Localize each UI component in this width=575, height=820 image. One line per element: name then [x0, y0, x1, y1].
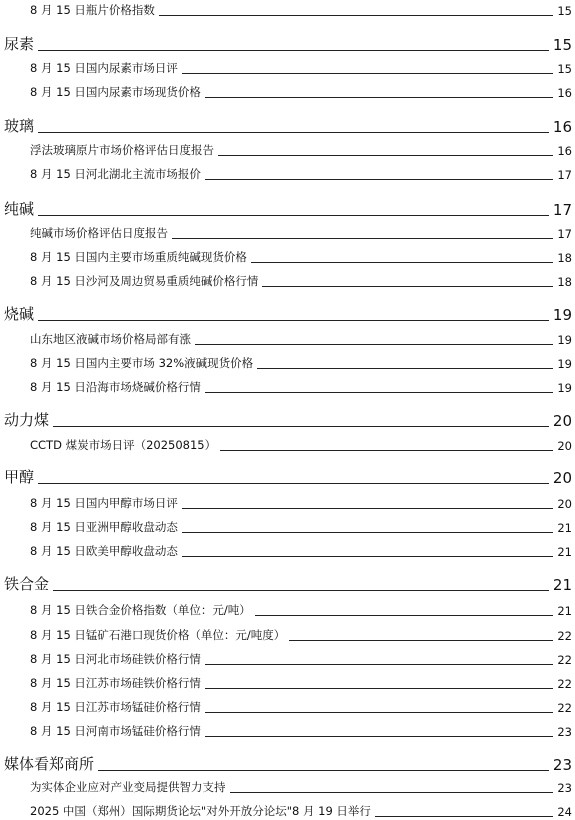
toc-section-heading[interactable]: [4, 199, 572, 219]
toc-page-number: 19: [557, 333, 572, 347]
toc-page-number: 16: [557, 144, 572, 158]
toc-leader-line: [172, 238, 553, 239]
toc-entry[interactable]: [30, 331, 572, 347]
toc-section-heading[interactable]: [4, 34, 572, 54]
toc-page-number: 19: [557, 381, 572, 395]
toc-leader-line: [262, 286, 553, 287]
toc-leader-line: [53, 590, 549, 591]
toc-page-number: 24: [557, 805, 572, 819]
toc-entry[interactable]: [30, 355, 572, 371]
toc-entry[interactable]: [30, 602, 572, 618]
toc-entry[interactable]: [30, 225, 572, 241]
toc-leader-line: [182, 556, 553, 557]
toc-leader-line: [251, 262, 553, 263]
toc-page-number: 22: [557, 653, 572, 667]
toc-entry[interactable]: [30, 495, 572, 511]
toc-leader-line: [218, 155, 553, 156]
toc-leader-line: [182, 73, 553, 74]
toc-entry-title: 8 月 15 日江苏市场锰硅价格行情: [30, 700, 201, 714]
toc-leader-line: [38, 320, 549, 321]
toc-entry-title: 8 月 15 日国内尿素市场现货价格: [30, 85, 201, 99]
toc-leader-line: [255, 615, 554, 616]
toc-entry-title: 8 月 15 日河北市场硅铁价格行情: [30, 652, 201, 666]
toc-entry-title: 8 月 15 日亚洲甲醇收盘动态: [30, 520, 178, 534]
toc-leader-line: [98, 770, 549, 771]
toc-leader-line: [257, 368, 553, 369]
toc-section-heading[interactable]: [4, 116, 572, 136]
toc-leader-line: [182, 532, 553, 533]
toc-entry-title: 8 月 15 日国内主要市场 32%液碱现货价格: [30, 356, 254, 370]
toc-entry[interactable]: [30, 2, 572, 18]
toc-page-number: 19: [552, 306, 572, 324]
toc-entry-title: 8 月 15 日国内甲醇市场日评: [30, 496, 178, 510]
toc-leader-line: [38, 215, 549, 216]
toc-section-heading[interactable]: [4, 754, 572, 774]
toc-entry-title: 浮法玻璃原片市场价格评估日度报告: [30, 143, 214, 157]
toc-entry[interactable]: [30, 675, 572, 691]
toc-page-number: 18: [557, 251, 572, 265]
toc-entry[interactable]: [30, 60, 572, 76]
toc-entry[interactable]: [30, 651, 572, 667]
toc-entry[interactable]: [30, 543, 572, 559]
toc-section-title: 铁合金: [4, 575, 50, 593]
toc-entry[interactable]: [30, 519, 572, 535]
toc-page-number: 21: [557, 604, 572, 618]
toc-leader-line: [38, 132, 549, 133]
toc-entry-title: 8 月 15 日瓶片价格指数: [30, 3, 155, 17]
toc-section-title: 纯碱: [4, 200, 35, 218]
toc-leader-line: [159, 15, 553, 16]
toc-entry[interactable]: [30, 803, 572, 819]
toc-page-number: 19: [557, 357, 572, 371]
toc-section-title: 尿素: [4, 35, 35, 53]
toc-page-number: 22: [557, 629, 572, 643]
toc-entry[interactable]: [30, 627, 572, 643]
toc-page-number: 20: [552, 469, 572, 487]
toc-section-title: 动力煤: [4, 411, 50, 429]
toc-page-number: 16: [552, 118, 572, 136]
toc-page-number: 17: [557, 227, 572, 241]
toc-entry-title: 纯碱市场价格评估日度报告: [30, 226, 168, 240]
toc-leader-line: [230, 792, 554, 793]
toc-entry-title: 8 月 15 日江苏市场硅铁价格行情: [30, 676, 201, 690]
toc-section-heading[interactable]: [4, 467, 572, 487]
toc-leader-line: [53, 426, 549, 427]
toc-entry-title: 8 月 15 日欧美甲醇收盘动态: [30, 544, 178, 558]
toc-page-number: 21: [557, 521, 572, 535]
toc-entry-title: 8 月 15 日国内尿素市场日评: [30, 61, 178, 75]
toc-entry[interactable]: [30, 249, 572, 265]
toc-leader-line: [205, 392, 553, 393]
toc-section-title: 烧碱: [4, 305, 35, 323]
toc-entry[interactable]: [30, 142, 572, 158]
toc-leader-line: [205, 97, 553, 98]
toc-leader-line: [220, 450, 553, 451]
toc-page-number: 17: [552, 201, 572, 219]
toc-entry-title: 8 月 15 日河北湖北主流市场报价: [30, 167, 201, 181]
toc-section-heading[interactable]: [4, 410, 572, 430]
toc-page-number: 23: [552, 756, 572, 774]
toc-page-number: 22: [557, 701, 572, 715]
toc-page-number: 18: [557, 275, 572, 289]
toc-leader-line: [195, 344, 553, 345]
toc-page-number: 20: [557, 497, 572, 511]
toc-leader-line: [205, 736, 553, 737]
toc-entry[interactable]: [30, 723, 572, 739]
toc-leader-line: [205, 179, 553, 180]
toc-entry[interactable]: [30, 379, 572, 395]
toc-page-number: 22: [557, 677, 572, 691]
toc-leader-line: [375, 816, 553, 817]
toc-page-number: 15: [552, 36, 572, 54]
toc-leader-line: [38, 50, 549, 51]
toc-entry-title: 8 月 15 日铁合金价格指数（单位：元/吨）: [30, 603, 251, 617]
toc-section-title: 媒体看郑商所: [4, 755, 95, 773]
toc-entry[interactable]: [30, 437, 572, 453]
toc-page-number: 23: [557, 781, 572, 795]
toc-entry[interactable]: [30, 699, 572, 715]
toc-entry-title: 2025 中国（郑州）国际期货论坛"对外开放分论坛"8 月 19 日举行: [30, 804, 371, 818]
toc-entry-title: 8 月 15 日国内主要市场重质纯碱现货价格: [30, 250, 247, 264]
toc-entry-title: 为实体企业应对产业变局提供智力支持: [30, 780, 226, 794]
toc-page-number: 15: [557, 4, 572, 18]
toc-page-number: 17: [557, 168, 572, 182]
toc-section-heading[interactable]: [4, 574, 572, 594]
toc-page-number: 20: [552, 412, 572, 430]
toc-entry[interactable]: [30, 273, 572, 289]
toc-entry[interactable]: [30, 84, 572, 100]
toc-section-title: 甲醇: [4, 468, 35, 486]
toc-leader-line: [182, 508, 553, 509]
toc-leader-line: [205, 664, 553, 665]
toc-page-number: 21: [552, 576, 572, 594]
toc-leader-line: [205, 688, 553, 689]
toc-leader-line: [205, 712, 553, 713]
toc-page-number: 15: [557, 62, 572, 76]
toc-page-number: 16: [557, 86, 572, 100]
toc-entry[interactable]: [30, 166, 572, 182]
toc-entry-title: 8 月 15 日河南市场锰硅价格行情: [30, 724, 201, 738]
toc-entry-title: CCTD 煤炭市场日评（20250815）: [30, 438, 217, 452]
toc-leader-line: [38, 483, 549, 484]
toc-entry-title: 8 月 15 日沙河及周边贸易重质纯碱价格行情: [30, 274, 259, 288]
toc-page-number: 20: [557, 439, 572, 453]
toc-entry-title: 山东地区液碱市场价格局部有涨: [30, 332, 191, 346]
toc-page-number: 23: [557, 725, 572, 739]
toc-leader-line: [289, 640, 553, 641]
toc-section-title: 玻璃: [4, 117, 35, 135]
toc-section-heading[interactable]: [4, 304, 572, 324]
toc-entry-title: 8 月 15 日沿海市场烧碱价格行情: [30, 380, 201, 394]
toc-entry-title: 8 月 15 日锰矿石港口现货价格（单位：元/吨度）: [30, 628, 286, 642]
toc-entry[interactable]: [30, 779, 572, 795]
toc-page-number: 21: [557, 545, 572, 559]
